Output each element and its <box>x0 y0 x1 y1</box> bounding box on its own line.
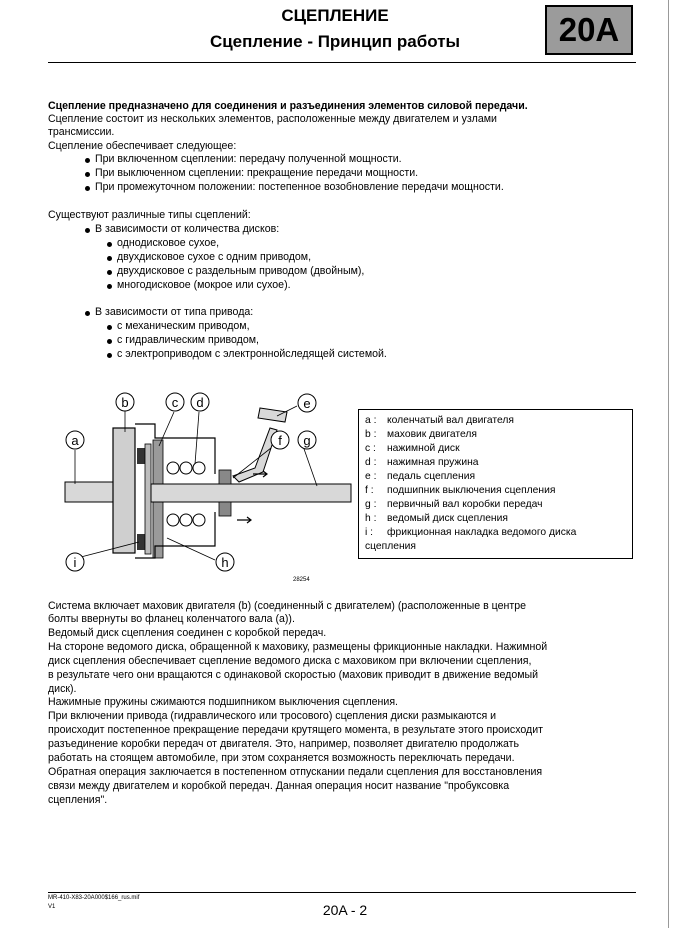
page-title: СЦЕПЛЕНИЕ <box>281 6 389 25</box>
type-item: с электроприводом с электроннойследящей системой. <box>117 348 387 360</box>
bullet-icon <box>85 186 90 191</box>
diagram-legend <box>358 409 633 559</box>
legend-item: g : первичный вал коробки передач <box>365 499 543 510</box>
intro-line: Сцепление обеспечивает следующее: <box>48 140 237 152</box>
flywheel-shape <box>113 428 135 553</box>
callout-c: c <box>171 395 179 410</box>
types-heading: Существуют различные типы сцеплений: <box>48 209 251 221</box>
legend-item: e : педаль сцепления <box>365 471 476 482</box>
type-item: однодисковое сухое, <box>117 237 220 249</box>
document-version: V1 <box>48 904 56 910</box>
callout-b: b <box>121 395 129 410</box>
bullet-icon <box>107 339 112 344</box>
callout-a: a <box>71 433 79 448</box>
legend-item: c : нажимной диск <box>365 443 460 454</box>
legend-item: f : подшипник выключения сцепления <box>365 485 556 496</box>
bullet-icon <box>107 270 112 275</box>
bullet-icon <box>85 311 90 316</box>
legend-item: h : ведомый диск сцепления <box>365 513 508 524</box>
bullet-icon <box>85 228 90 233</box>
footer-rule <box>48 892 636 893</box>
arrow-icon <box>237 517 251 523</box>
body-line: болты ввернуты во фланец коленчатого вала (a)). <box>48 613 295 625</box>
body-line: Обратная операция заключается в постепенном отпускании педали сцепления для восстановления <box>48 766 543 778</box>
type-item: многодисковое (мокрое или сухое). <box>117 279 291 291</box>
figure-number: 28254 <box>293 577 310 583</box>
intro-line: Сцепление состоит из нескольких элементов, расположенные между двигателем и узлами <box>48 113 497 125</box>
type-item: с механическим приводом, <box>117 320 250 332</box>
crankshaft-shape <box>65 482 115 502</box>
legend-item-continuation: сцепления <box>365 541 416 552</box>
type-group-label: В зависимости от типа привода: <box>95 306 254 318</box>
legend-item: i : фрикционная накладка ведомого диска <box>365 527 577 538</box>
input-shaft-shape <box>151 484 351 502</box>
release-bearing-top <box>219 470 231 484</box>
legend-item: d : нажимная пружина <box>365 457 479 468</box>
header-rule <box>48 62 636 63</box>
body-line: Нажимные пружины сжимаются подшипником выключения сцепления. <box>48 696 398 708</box>
section-badge: 20A <box>545 5 633 55</box>
bullet-icon <box>85 158 90 163</box>
bullet-icon <box>107 256 112 261</box>
callout-d: d <box>196 395 204 410</box>
friction-lining-top <box>137 448 145 464</box>
type-item: двухдисковое сухое с одним приводом, <box>117 251 312 263</box>
type-group-label: В зависимости от количества дисков: <box>95 223 280 235</box>
body-line: диск). <box>48 683 77 695</box>
function-bullet: При выключенном сцеплении: прекращение передачи мощности. <box>95 167 419 179</box>
body-line: связи между двигателем и коробкой передач. Данная операция носит название "пробуксовка <box>48 780 510 792</box>
function-bullet: При промежуточном положении: постепенное возобновление передачи мощности. <box>95 181 504 193</box>
callout-h: h <box>221 555 229 570</box>
document-reference: MR-410-X83-20A000$166_rus.mif <box>48 895 140 901</box>
body-line: сцепления". <box>48 794 108 806</box>
intro-line: Сцепление предназначено для соединения и разъединения элементов силовой передачи. <box>48 100 528 112</box>
page-number: 20A - 2 <box>322 902 368 918</box>
legend-item: b : маховик двигателя <box>365 429 477 440</box>
body-line: работать на стоящем автомобиле, при этом сохраняется возможность переключать передачи. <box>48 752 515 764</box>
bullet-icon <box>107 353 112 358</box>
driven-disc-shape <box>145 444 151 554</box>
callout-g: g <box>303 433 311 448</box>
callout-e: e <box>303 396 311 411</box>
bullet-icon <box>107 325 112 330</box>
body-line: На стороне ведомого диска, обращенной к маховику, размещены фрикционные накладки. Нажимной <box>48 641 548 653</box>
type-item: двухдисковое с раздельным приводом (двойным), <box>117 265 365 277</box>
page-subtitle: Сцепление - Принцип работы <box>209 32 461 51</box>
callout-i: i <box>73 555 77 570</box>
page-edge-line <box>668 0 669 928</box>
intro-line: трансмиссии. <box>48 126 115 138</box>
body-line: Ведомый диск сцепления соединен с коробкой передач. <box>48 627 327 639</box>
callout-f: f <box>278 433 282 448</box>
bullet-icon <box>107 284 112 289</box>
function-bullet: При включенном сцеплении: передачу полученной мощности. <box>95 153 402 165</box>
bullet-icon <box>85 172 90 177</box>
body-line: диск сцепления обеспечивает сцепление ведомого диска с маховиком при включении сцепления, <box>48 655 532 667</box>
body-line: При включении привода (гидравлического или тросового) сцепления диски размыкаются и <box>48 710 497 722</box>
body-line: происходит постепенное прекращение передачи крутящего момента, в результате этого происходит <box>48 724 544 736</box>
release-bearing-bottom <box>219 502 231 516</box>
legend-item: a : коленчатый вал двигателя <box>365 415 514 426</box>
clutch-diagram <box>55 388 355 588</box>
body-line: разъединение коробки передач от двигателя. Это, например, позволяет двигателю продолжать <box>48 738 519 750</box>
bullet-icon <box>107 242 112 247</box>
type-item: с гидравлическим приводом, <box>117 334 259 346</box>
body-line: Система включает маховик двигателя (b) (соединенный с двигателем) (расположенные в центре <box>48 600 527 612</box>
pedal-pad <box>258 408 287 422</box>
body-line: в результате чего они вращаются с одинаковой скоростью (маховик приводит в движение ведомый <box>48 669 539 681</box>
